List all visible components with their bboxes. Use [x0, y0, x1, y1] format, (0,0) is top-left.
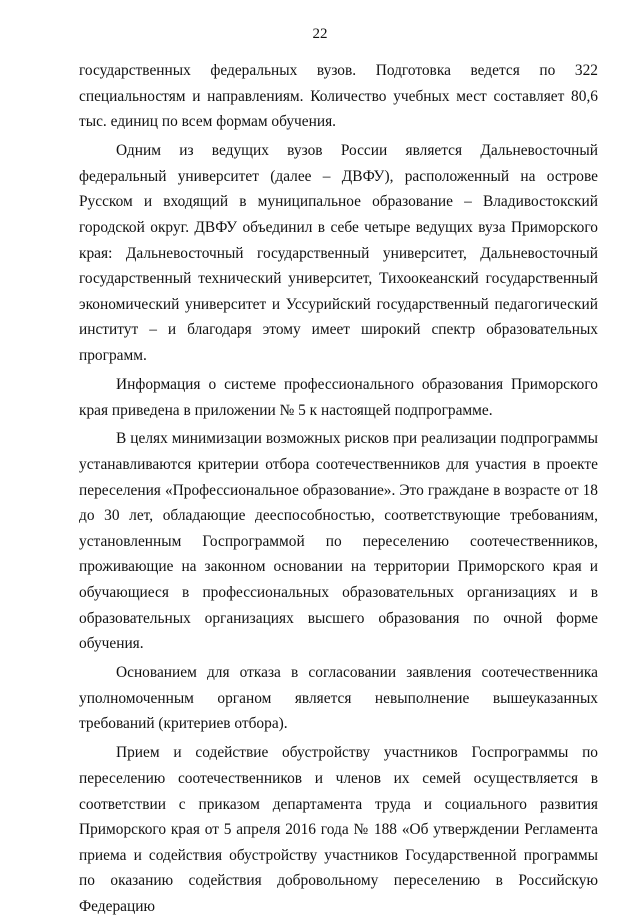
paragraph-6: Прием и содействие обустройству участников Госпрограммы по переселению соотечественников и членов их семей осуществляется в соответствии с приказом департамента труда и социального развития Приморского края от 5 апреля 2016 года № 188 «Об утверждении Регламента приема и содействия обустройству участников Государственной программы по оказанию содействия добровольному переселению в Российскую Федерацию — [79, 744, 598, 915]
paragraph-3: Информация о системе профессионального образования Приморского края приведена в приложении № 5 к настоящей подпрограмме. — [79, 375, 598, 419]
paragraph-4: В целях минимизации возможных рисков при реализации подпрограммы устанавливаются критерии отбора соотечественников для участия в проекте переселения «Профессиональное образование». Это граждане в возрасте от 18 до 30 лет, обладающие дееспособностью, соответствующие требованиям, установленным Госпрограммой по переселению соотечественников, проживающие на законном основании на территории Приморского края и обучающиеся в профессиональных образовательных организациях и в образовательных организациях высшего образования по очной форме обучения. — [79, 430, 598, 653]
paragraph-5: Основанием для отказа в согласовании заявления соотечественника уполномоченным органом является невыполнение вышеуказанных требований (критериев отбора). — [79, 664, 598, 733]
page-number: 22 — [312, 26, 328, 42]
document-body — [79, 58, 598, 923]
paragraph-1: государственных федеральных вузов. Подготовка ведется по 322 специальностям и направлениям. Количество учебных мест составляет 80,6 тыс. единиц по всем формам обучения. — [79, 62, 598, 131]
paragraph-2: Одним из ведущих вузов России является Дальневосточный федеральный университет (далее – ДВФУ), расположенный на острове Русском и входящий в муниципальное образование – Владивостокский городской округ. ДВФУ объединил в себе четыре ведущих вуза Приморского края: Дальневосточный государственный университет, Дальневосточный государственный технический университет, Тихоокеанский государственный экономический университет и Уссурийский государственный педагогический институт – и благодаря этому имеет широкий спектр образовательных программ. — [79, 142, 598, 364]
